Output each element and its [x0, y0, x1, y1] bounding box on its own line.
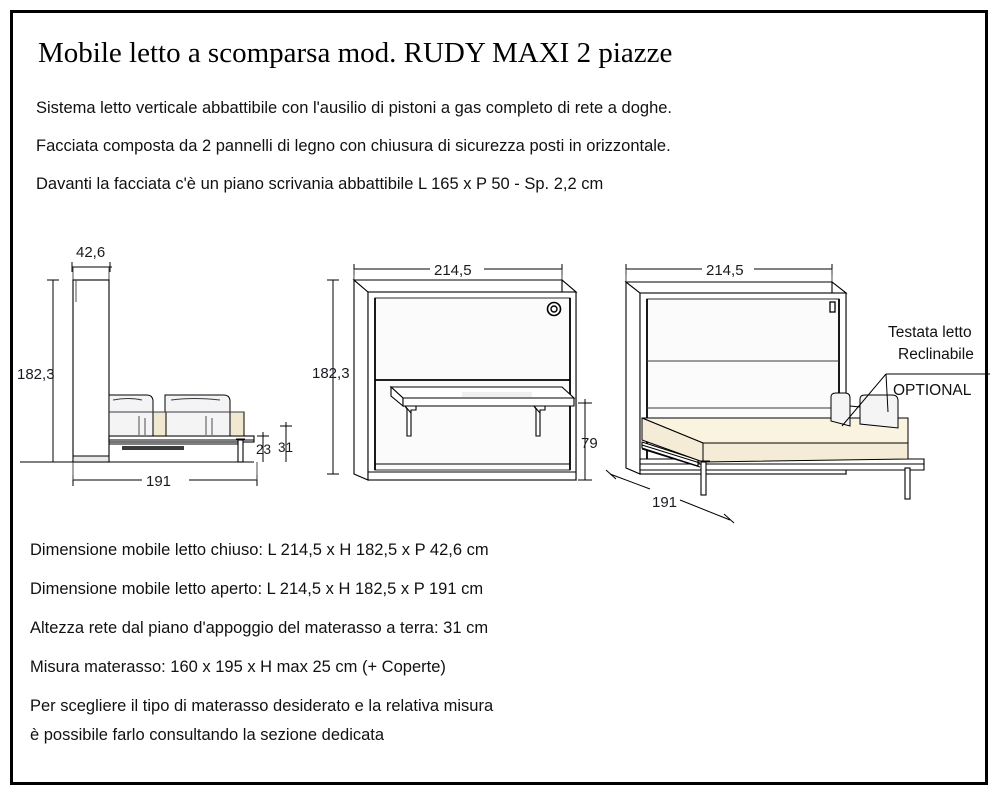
- latch-icon: [830, 302, 835, 312]
- spec-line-1: Dimensione mobile letto chiuso: L 214,5 x H 182,5 x P 42,6 cm: [30, 541, 489, 559]
- dim-mattress-base: [256, 432, 271, 462]
- dim-label-depth-open: 191: [146, 473, 172, 490]
- cabinet-column: [73, 280, 109, 462]
- callout-reclinabile: Reclinabile: [898, 346, 974, 363]
- dim-label-width-closed: 214,5: [434, 262, 472, 279]
- dim-height-closed: [312, 280, 350, 474]
- dim-label-width-open: 214,5: [706, 262, 744, 279]
- mattress-and-cushions: [109, 395, 254, 436]
- dim-desk-height: [578, 399, 598, 480]
- figure-side-view: [14, 240, 314, 510]
- dim-depth-open-diagonal: [606, 470, 734, 523]
- spec-line-2: Dimensione mobile letto aperto: L 214,5 x H 182,5 x P 191 cm: [30, 580, 484, 598]
- dim-depth-open: [73, 473, 257, 490]
- callout-optional: OPTIONAL: [893, 382, 972, 399]
- description-line-3: Davanti la facciata c'è un piano scrivania abbattibile L 165 x P 50 - Sp. 2,2 cm: [36, 175, 604, 193]
- headboard-cushion-1: [831, 393, 850, 426]
- dim-label-depth-closed: 42,6: [76, 244, 106, 261]
- dim-label-depth-open-diagonal: 191: [652, 494, 678, 511]
- description-line-2: Facciata composta da 2 pannelli di legno con chiusura di sicurezza posti in orizzontale.: [36, 137, 671, 155]
- wood-block-2: [230, 412, 244, 436]
- dim-label-net-height: 31: [278, 440, 294, 455]
- bed-leg-left: [701, 462, 706, 495]
- dim-label-height: 182,3: [17, 366, 55, 383]
- lock-knob-icon: [548, 303, 561, 316]
- dim-label-height-closed: 182,3: [312, 365, 350, 382]
- callout-testata-letto: Testata letto: [888, 324, 972, 341]
- side-view-svg: [14, 240, 314, 510]
- dim-label-mattress-base: 23: [256, 442, 272, 457]
- front-closed-svg: [312, 246, 602, 496]
- dim-net-height: [278, 422, 293, 462]
- dim-depth-closed: [72, 244, 112, 272]
- bed-leg-right: [905, 468, 910, 499]
- spec-line-4: Misura materasso: 160 x 195 x H max 25 cm (+ Coperte): [30, 658, 446, 676]
- spec-line-3: Altezza rete dal piano d'appoggio del materasso a terra: 31 cm: [30, 619, 489, 637]
- cabinet-closed: [354, 280, 576, 480]
- bed-base: [109, 436, 254, 450]
- page-title: Mobile letto a scomparsa mod. RUDY MAXI 2 piazze: [38, 37, 673, 69]
- spec-line-5: Per scegliere il tipo di materasso desiderato e la relativa misura: [30, 697, 494, 715]
- description-line-1: Sistema letto verticale abbattibile con l'ausilio di pistoni a gas completo di rete a doghe.: [36, 99, 673, 117]
- dim-height: [17, 280, 59, 462]
- dim-label-desk-height: 79: [581, 435, 598, 452]
- dim-width-open: [626, 262, 832, 279]
- dim-width-closed: [354, 262, 562, 279]
- wood-block-1: [153, 412, 166, 436]
- figure-front-closed: [312, 246, 602, 496]
- spec-line-6: è possibile farlo consultando la sezione dedicata: [30, 726, 385, 744]
